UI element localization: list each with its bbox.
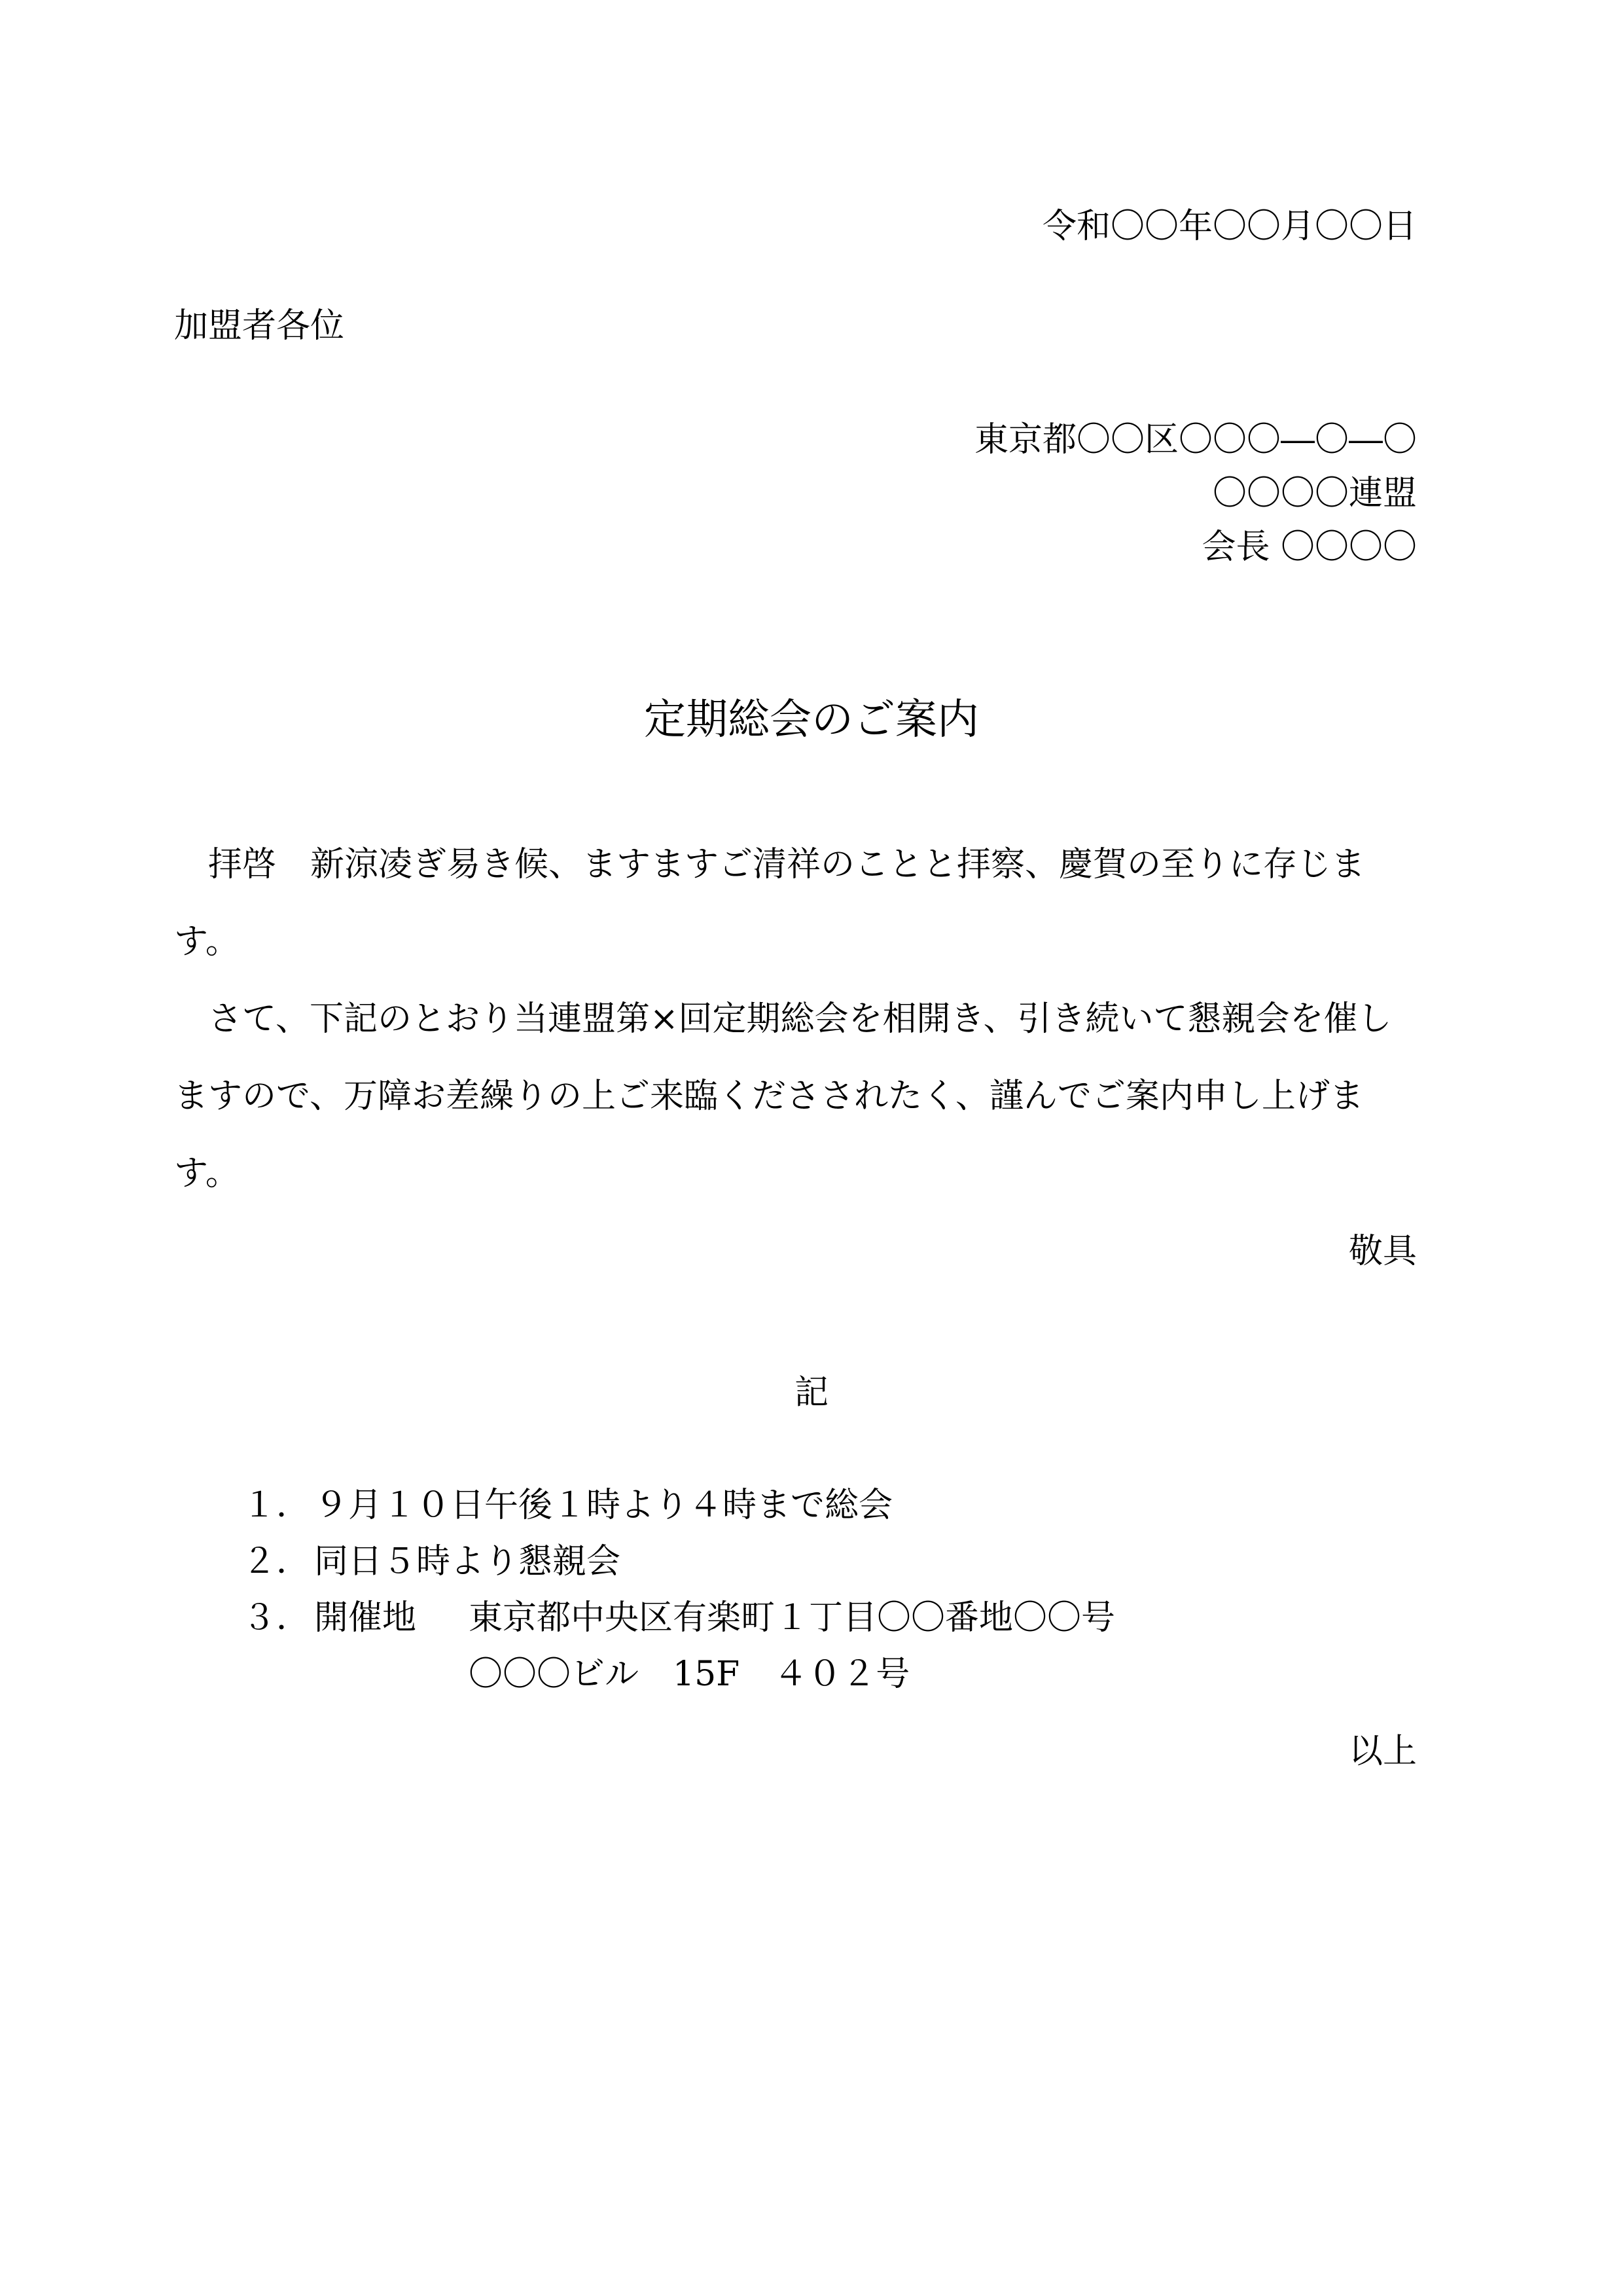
item-text: 同日５時より懇親会	[314, 1542, 621, 1581]
item-number: ３．	[242, 1598, 311, 1638]
item-text: 東京都中央区有楽町１丁目〇〇番地〇〇号	[469, 1598, 1116, 1638]
sender-address: 東京都〇〇区〇〇〇―〇―〇	[974, 420, 1417, 459]
item-label: 開催地	[314, 1598, 417, 1638]
sender-representative: 会長 〇〇〇〇	[1202, 528, 1417, 567]
sender-organization: 〇〇〇〇連盟	[1212, 474, 1417, 513]
list-item	[242, 1542, 620, 1581]
letter-date: 令和〇〇年〇〇月〇〇日	[1042, 207, 1417, 246]
item-number: １．	[242, 1486, 311, 1525]
closing: 敬具	[1348, 1232, 1417, 1271]
item-continuation: 〇〇〇ビル 15F ４０２号	[469, 1655, 910, 1694]
greeting-paragraph: 拝啓 新涼凌ぎ易き候、ますますご清祥のことと拝察、慶賀の至りに存じます。	[174, 845, 1366, 961]
recipient: 加盟者各位	[174, 306, 345, 346]
notice-heading: 記	[794, 1373, 829, 1412]
end-mark: 以上	[1348, 1732, 1417, 1771]
item-text: ９月１０日午後１時より４時まで総会	[314, 1486, 893, 1525]
main-paragraph: さて、下記のとおり当連盟第×回定期総会を相開き、引き続いて懇親会を催しますので、万障お差繰りの上ご来臨くださされたく、謹んでご案内申し上げます。	[174, 999, 1392, 1193]
document-title: 定期総会のご案内	[644, 696, 979, 744]
list-item	[242, 1598, 1115, 1638]
list-item	[242, 1486, 893, 1525]
item-number: ２．	[242, 1542, 311, 1581]
letter-body	[174, 826, 1418, 1212]
